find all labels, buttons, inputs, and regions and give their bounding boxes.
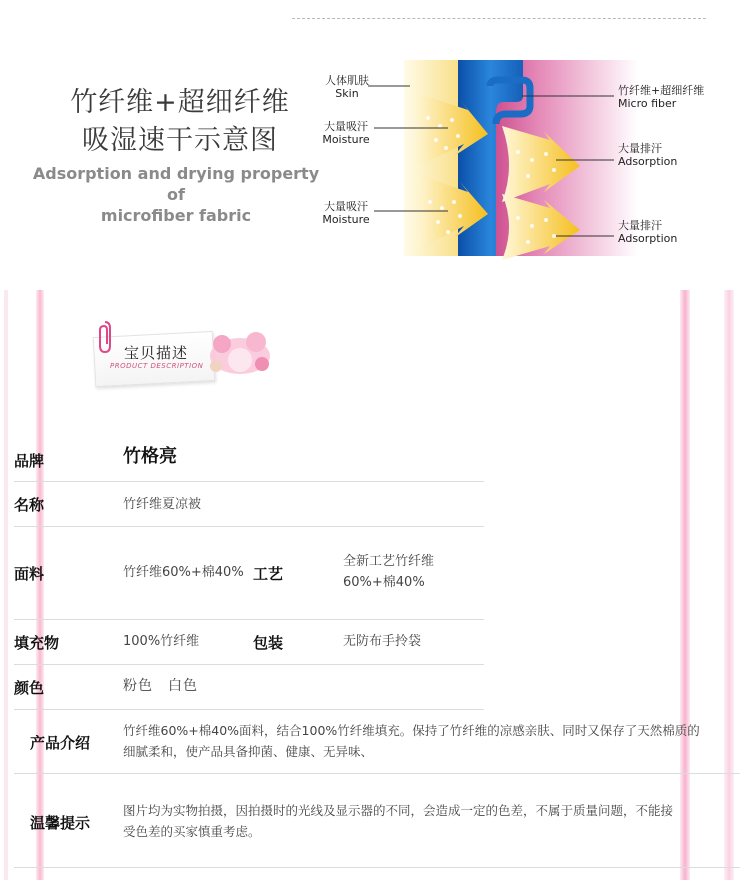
spec-row-filling: [14, 620, 484, 665]
diagram-title-cn-line1: 竹纤维+超细纤维: [70, 87, 290, 118]
spec-row-intro: [14, 710, 740, 774]
flower-decoration-icon: [200, 324, 278, 382]
moisture-label-1-en: Moisture: [322, 133, 370, 146]
moisture-label-2: [318, 200, 374, 226]
moisture-label-2-en: Moisture: [322, 213, 370, 226]
name-label: 名称: [14, 496, 45, 514]
craft-value: [343, 551, 434, 593]
tip-value: [123, 800, 738, 842]
product-description-badge: [80, 312, 280, 402]
badge-title: 宝贝描述: [124, 344, 189, 362]
badge-subtitle: PRODUCT DESCRIPTION: [110, 362, 204, 370]
spec-row-tip: [14, 774, 740, 868]
spec-row-fabric: [14, 527, 484, 620]
absorb-label-2-cn: 大量排汗: [618, 219, 662, 232]
filling-value: 100%竹纤维: [123, 634, 200, 649]
fiber-label-en: Micro fiber: [618, 97, 677, 110]
fiber-label-cn: 竹纤维+超细纤维: [618, 84, 705, 97]
intro-label: 产品介绍: [30, 734, 91, 752]
skin-label-cn: 人体肌肤: [325, 74, 369, 87]
fabric-value: 竹纤维60%+棉40%: [123, 565, 244, 580]
diagram-title-en: [28, 163, 324, 226]
fiber-label: [618, 84, 704, 110]
spec-row-color: [14, 665, 484, 710]
tip-value-line2: 受色差的买家慎重考虑。: [123, 824, 261, 839]
diagram-title-en-line1: Adsorption and drying property of: [32, 164, 320, 204]
intro-value-line1: 竹纤维60%+棉40%面料，结合100%竹纤维填充。保持了竹纤维的凉感亲肤、同时又保存了天然棉质的: [123, 723, 700, 738]
paperclip-icon: [98, 320, 112, 354]
intro-value-line2: 细腻柔和，使产品具备抑菌、健康、无异味、: [123, 744, 374, 759]
diagram-title-cn: [30, 84, 330, 160]
package-value: 无防布手拎袋: [343, 634, 422, 649]
skin-label: [320, 74, 374, 100]
absorb-label-1-cn: 大量排汗: [618, 142, 662, 155]
craft-label: 工艺: [253, 565, 284, 583]
brand-value: 竹格亮: [123, 446, 177, 467]
diagram-title-cn-line2: 吸湿速干示意图: [82, 125, 278, 156]
absorb-label-1-en: Adsorption: [618, 155, 678, 168]
brand-label: 品牌: [14, 452, 45, 470]
absorb-label-2: [618, 219, 677, 245]
craft-value-line2: 60%+棉40%: [343, 575, 425, 590]
decorative-stripe: [4, 290, 8, 880]
spec-row-brand: [14, 440, 484, 482]
moisture-diagram: [318, 56, 718, 262]
absorb-label-2-en: Adsorption: [618, 232, 678, 245]
fabric-label: 面料: [14, 565, 45, 583]
tip-label: 温馨提示: [30, 814, 91, 832]
diagram-title-en-line2: microfiber fabric: [100, 206, 252, 225]
moisture-label-2-cn: 大量吸汗: [324, 200, 368, 213]
filling-label: 填充物: [14, 634, 60, 652]
top-divider: [292, 18, 706, 19]
skin-label-en: Skin: [335, 87, 359, 100]
spec-row-name: [14, 482, 484, 527]
name-value: 竹纤维夏凉被: [123, 497, 202, 512]
absorb-label-1: [618, 142, 677, 168]
package-label: 包装: [253, 634, 284, 652]
craft-value-line1: 全新工艺竹纤维: [343, 554, 435, 569]
color-value: 粉色 白色: [123, 678, 198, 694]
color-label: 颜色: [14, 679, 45, 697]
tip-value-line1: 图片均为实物拍摄，因拍摄时的光线及显示器的不同，会造成一定的色差，不属于质量问题，不能接: [123, 803, 674, 818]
intro-value: [123, 720, 738, 762]
moisture-label-1: [318, 120, 374, 146]
moisture-label-1-cn: 大量吸汗: [324, 120, 368, 133]
